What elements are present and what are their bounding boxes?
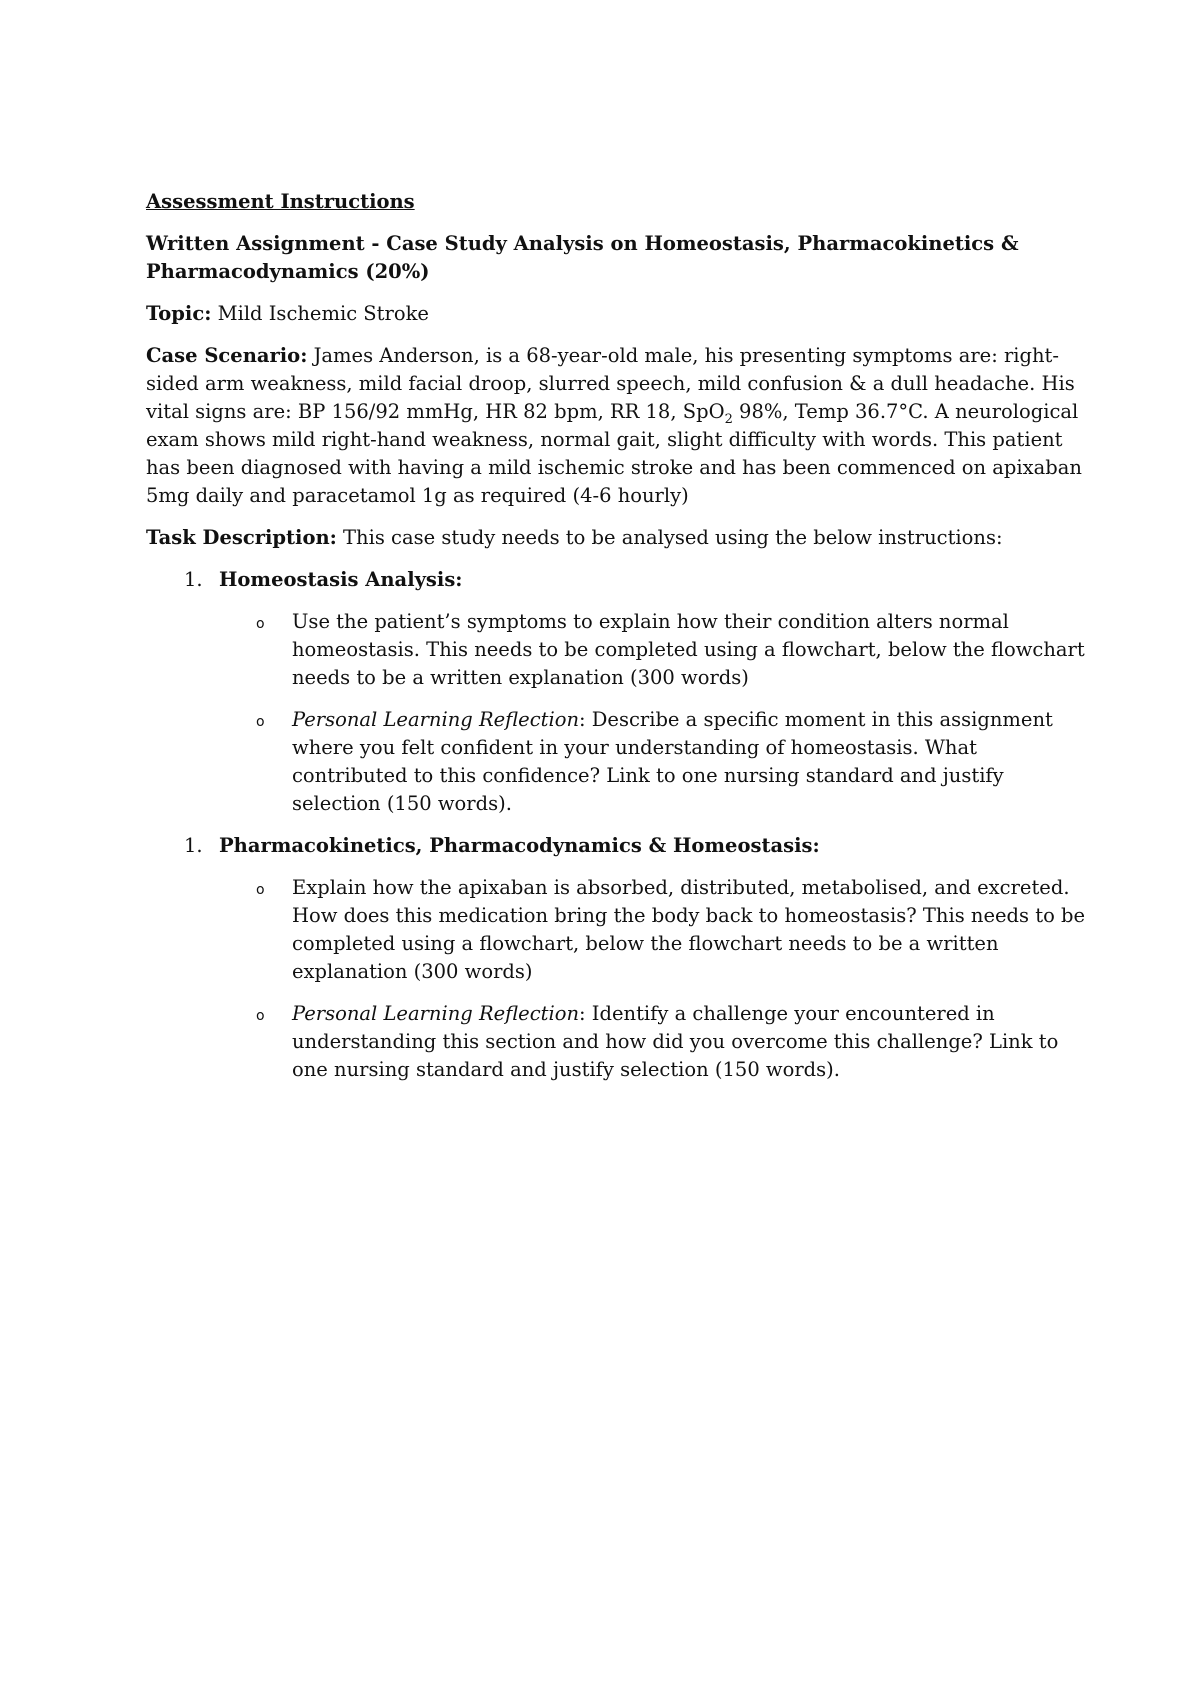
bullet-italic-lead: Personal Learning Reflection [292,1002,580,1025]
bullet-text: : Identify a challenge your encountered in understanding this section and how did you overcome this challenge? Link to one nursing standard and justify selection (150 words). [292,1002,1059,1081]
topic-line [146,300,1086,328]
bullet-item [146,608,1086,692]
bullet-marker: o [256,882,265,898]
task-description-value: This case study needs to be analysed using the below instructions: [343,526,1003,549]
bullet-marker: o [256,616,265,632]
case-scenario [146,342,1086,510]
bullet-item [146,1000,1086,1084]
topic-value: Mild Ischemic Stroke [217,302,429,325]
case-scenario-label: Case Scenario: [146,344,308,367]
section-heading [146,566,1086,594]
bullet-marker: o [256,714,265,730]
bullet-text: : Describe a specific moment in this assignment where you felt confident in your understanding of homeostasis. What contributed to this confidence? Link to one nursing standard and justify selection (150 words). [292,708,1053,815]
page-heading: Assessment Instructions [146,190,415,213]
topic-label: Topic: [146,302,212,325]
section-number: 1. [184,568,203,591]
case-scenario-subscript: 2 [724,411,733,427]
task-description-label: Task Description: [146,526,337,549]
bullet-item [146,706,1086,818]
case-scenario-text-1: James Anderson, is a 68-year-old male, his presenting symptoms are: right-sided arm weakness, mild facial droop, slurred speech, mild confusion & a dull headache. His vital signs are: BP 156/92 mmHg, HR 82 bpm, RR 18, SpO [146,344,1075,423]
bullet-italic-lead: Personal Learning Reflection [292,708,580,731]
section-title: Pharmacokinetics, Pharmacodynamics & Homeostasis: [219,834,820,857]
section-title: Homeostasis Analysis: [219,568,463,591]
document-page [146,188,1086,1098]
bullet-text: Use the patient’s symptoms to explain how their condition alters normal homeostasis. This needs to be completed using a flowchart, below the flowchart needs to be a written explanation (300 words) [292,610,1085,689]
section-number: 1. [184,834,203,857]
bullet-text: Explain how the apixaban is absorbed, distributed, metabolised, and excreted. How does this medication bring the body back to homeostasis? This needs to be completed using a flowchart, below the flowchart needs to be a written explanation (300 words) [292,876,1086,983]
bullet-item [146,874,1086,986]
section-heading [146,832,1086,860]
task-description [146,524,1086,552]
bullet-marker: o [256,1008,265,1024]
case-scenario-text-2: 98%, Temp 36.7°C. A neurological exam shows mild right-hand weakness, normal gait, slight difficulty with words. This patient has been diagnosed with having a mild ischemic stroke and has been commenced on apixaban 5mg daily and paracetamol 1g as required (4-6 hourly) [146,400,1082,507]
assignment-title: Written Assignment - Case Study Analysis on Homeostasis, Pharmacokinetics & Pharmacodynamics (20%) [146,232,1019,283]
